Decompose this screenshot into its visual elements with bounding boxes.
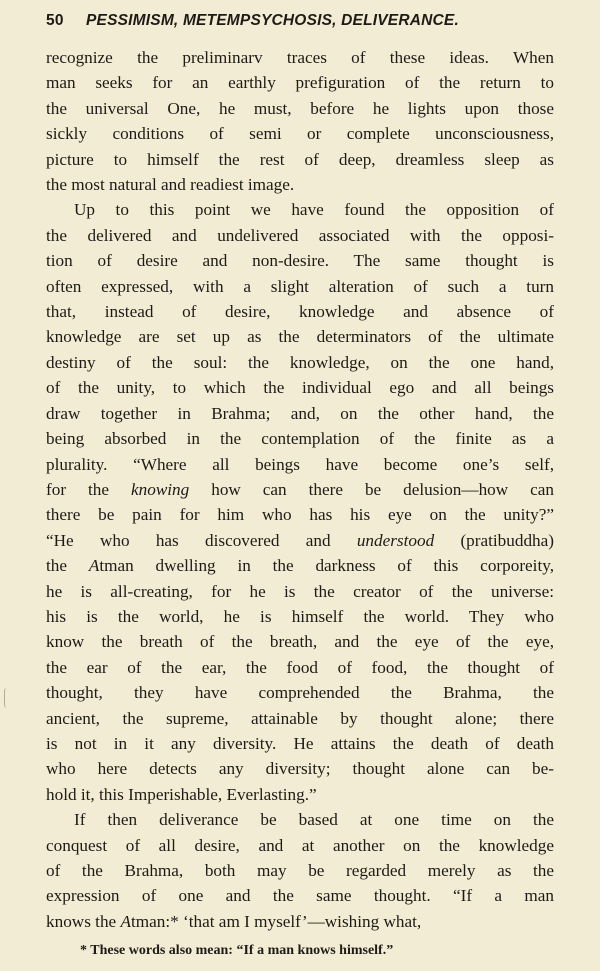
text-line: recognize the preliminarv traces of these ideas. When [46,48,554,67]
text-line: thought, they have comprehended the Brahma, the [46,683,554,703]
text-line: his is the world, he is himself the world. They who [46,606,554,626]
text-line: there be pain for him who has his eye on the unity?” [46,505,554,525]
text-line: he is all-creating, for he is the creator of the universe: [46,581,554,601]
text-line: expression of one and the same thought. “If a man [46,886,554,906]
text-line: of the Brahma, both may be regarded merely as the [46,861,554,880]
text-line: often expressed, with a slight alteration of such a turn [46,276,554,296]
text-line: Up to this point we have found the opposition of [74,200,554,220]
running-title: PESSIMISM, METEMPSYCHOSIS, DELIVERANCE. [86,12,459,29]
text-line: for the knowing how can there be delusion—how can [46,479,555,499]
text-line: tion of desire and non-desire. The same thought is [46,251,554,271]
text-line: who here detects any diversity; thought alone can be- [46,759,554,779]
text-line: picture to himself the rest of deep, dreamless sleep as [46,149,554,169]
text-line: the Atman dwelling in the darkness of this corporeity, [46,556,554,576]
paragraph [46,45,554,197]
text-line: being absorbed in the contemplation of the finite as a [46,429,554,449]
text-line: is not in it any diversity. He attains the death of death [46,733,554,753]
text-line: knowledge are set up as the determinators of the ultimate [46,327,554,347]
text-line: man seeks for an earthly prefiguration of the return to [46,73,554,93]
text-line: draw together in Brahma; and, on the other hand, the [46,403,554,423]
text-line: destiny of the soul: the knowledge, on the one hand, [46,352,554,372]
page-header [46,8,556,34]
text-line: hold it, this Imperishable, Everlasting.” [46,784,317,804]
margin-mark [4,688,11,708]
paragraph [46,807,554,934]
text-line: conquest of all desire, and at another on the knowledge [46,835,554,855]
text-line: ancient, the supreme, attainable by thought alone; there [46,708,554,728]
text-line: “He who has discovered and understood (pratibuddha) [46,530,554,550]
text-line: of the unity, to which the individual ego and all beings [46,378,554,398]
body-text [46,45,554,934]
text-line: the delivered and undelivered associated with the opposi- [46,225,554,245]
text-line: the most natural and readiest image. [46,175,295,195]
text-line: the ear of the ear, the food of food, the thought of [46,657,554,677]
text-line: knows the Atman:* ‘that am I myself’—wishing what, [46,911,422,931]
footnote: * These words also mean: “If a man knows himself.” [80,943,394,958]
text-line: sickly conditions of semi or complete unconsciousness, [46,124,554,144]
text-line: If then deliverance be based at one time on the [74,810,554,830]
paragraph [46,197,554,807]
text-line: the universal One, he must, before he lights upon those [46,98,554,118]
text-line: plurality. “Where all beings have become one’s self, [46,454,554,474]
text-line: that, instead of desire, knowledge and absence of [46,302,554,322]
text-line: know the breath of the breath, and the eye of the eye, [46,632,554,652]
page-number: 50 [46,12,64,29]
